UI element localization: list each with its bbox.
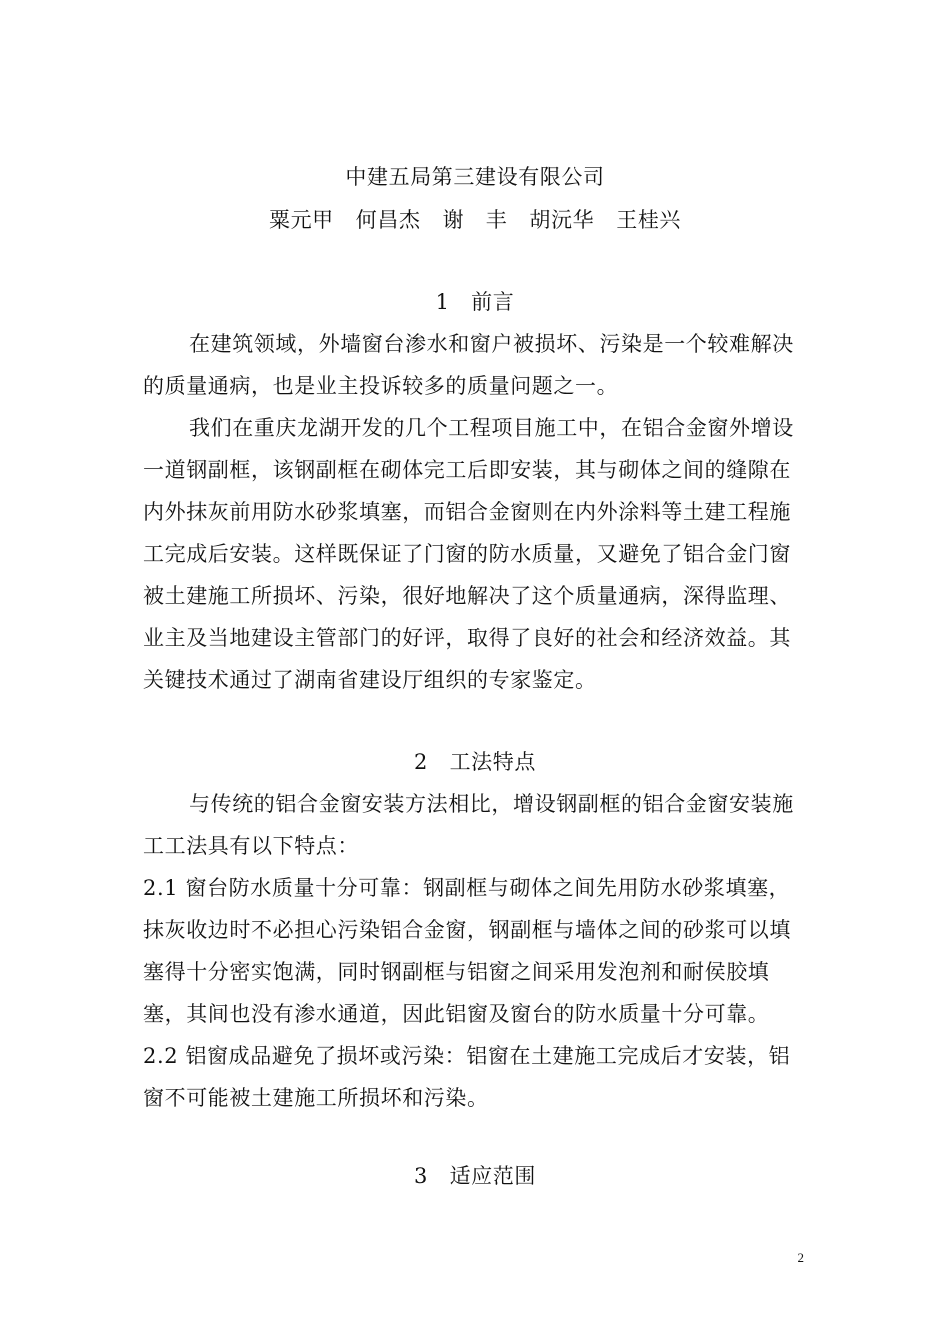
page-number: 2: [797, 1250, 804, 1265]
paragraph-line: 在建筑领域，外墙窗台渗水和窗户被损坏、污染是一个较难解决: [189, 332, 794, 356]
paragraph-line: 窗不可能被土建施工所损坏和污染。: [143, 1086, 489, 1110]
paragraph-line: 塞，其间也没有渗水通道，因此铝窗及窗台的防水质量十分可靠。: [143, 1002, 770, 1026]
company-name: 中建五局第三建设有限公司: [345, 165, 605, 189]
paragraph-line: 一道钢副框，该钢副框在砌体完工后即安装，其与砌体之间的缝隙在: [143, 458, 791, 482]
section-heading: 2 工法特点: [414, 750, 536, 774]
author-list: [0, 206, 950, 234]
paragraph-line: 工完成后安装。这样既保证了门窗的防水质量，又避免了铝合金门窗: [143, 542, 791, 566]
paragraph-line: 被土建施工所损坏、污染，很好地解决了这个质量通病，深得监理、: [143, 584, 791, 608]
paragraph-line: 工工法具有以下特点：: [143, 834, 359, 858]
paragraph-line: 2.1 窗台防水质量十分可靠：钢副框与砌体之间先用防水砂浆填塞，: [143, 876, 791, 900]
author-name: 谢 丰: [442, 208, 508, 232]
paragraph-line: 2.2 铝窗成品避免了损坏或污染：铝窗在土建施工完成后才安装，铝: [143, 1044, 791, 1068]
paragraph-line: 业主及当地建设主管部门的好评，取得了良好的社会和经济效益。其: [143, 626, 791, 650]
section-heading: 3 适应范围: [414, 1164, 536, 1188]
section-heading: 1 前言: [435, 290, 515, 314]
paragraph-line: 与传统的铝合金窗安装方法相比，增设钢副框的铝合金窗安装施: [189, 792, 794, 816]
paragraph-line: 抹灰收边时不必担心污染铝合金窗，钢副框与墙体之间的砂浆可以填: [143, 918, 791, 942]
paragraph-line: 塞得十分密实饱满，同时钢副框与铝窗之间采用发泡剂和耐侯胶填: [143, 960, 770, 984]
author-name: 胡沅华: [529, 208, 595, 232]
author-name: 何昌杰: [355, 208, 421, 232]
paragraph-line: 的质量通病，也是业主投诉较多的质量问题之一。: [143, 374, 619, 398]
author-name: 王桂兴: [616, 208, 682, 232]
paragraph-line: 关键技术通过了湖南省建设厅组织的专家鉴定。: [143, 668, 597, 692]
paragraph-line: 内外抹灰前用防水砂浆填塞，而铝合金窗则在内外涂料等土建工程施: [143, 500, 791, 524]
author-name: 粟元甲: [268, 208, 334, 232]
paragraph-line: 我们在重庆龙湖开发的几个工程项目施工中，在铝合金窗外增设: [189, 416, 794, 440]
